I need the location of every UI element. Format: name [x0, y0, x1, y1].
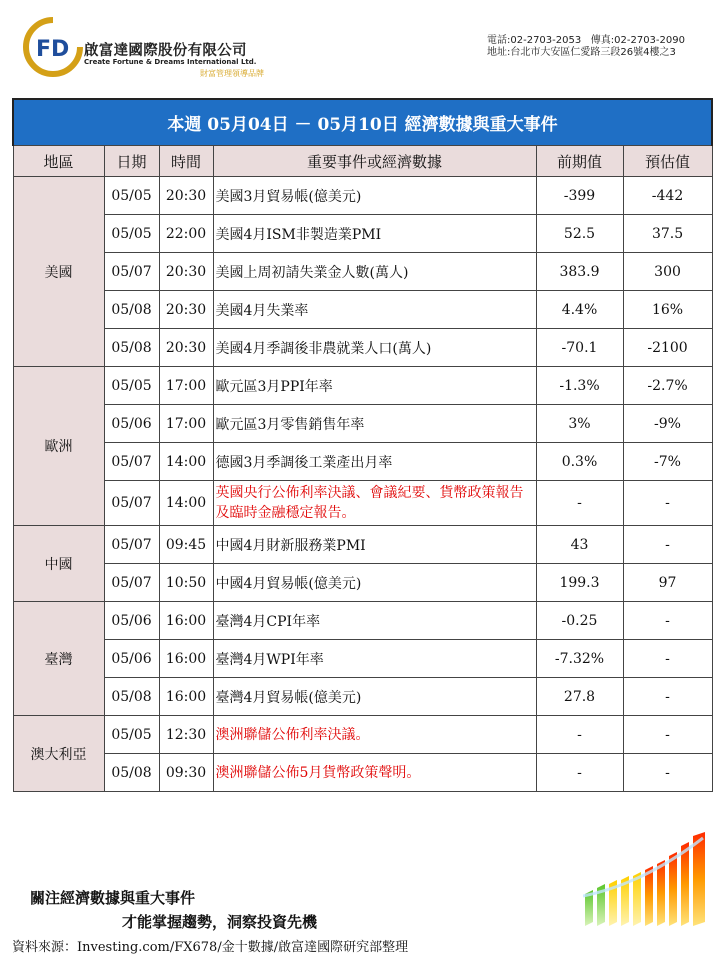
event-cell: 歐元區3月PPI年率	[213, 367, 536, 405]
event-cell-alert: 澳洲聯儲公佈利率決議。	[213, 716, 536, 754]
date-cell: 05/05	[104, 215, 159, 253]
footer-slogan-line1: 關注經濟數據與重大事件	[30, 889, 196, 907]
event-cell: 美國3月貿易帳(億美元)	[213, 177, 536, 215]
date-cell: 05/07	[104, 526, 159, 564]
date-cell: 05/07	[104, 481, 159, 526]
company-logo	[22, 16, 292, 82]
previous-cell: 43	[536, 526, 623, 564]
table-row	[13, 329, 712, 367]
date-cell: 05/06	[104, 405, 159, 443]
company-name-cn: 啟富達國際股份有限公司	[84, 43, 247, 59]
previous-cell: 3%	[536, 405, 623, 443]
date-cell: 05/08	[104, 329, 159, 367]
col-previous: 前期值	[536, 146, 623, 177]
table-row	[13, 754, 712, 792]
event-cell: 臺灣4月WPI年率	[213, 640, 536, 678]
table-row	[13, 215, 712, 253]
forecast-cell: 300	[623, 253, 712, 291]
event-cell: 中國4月貿易帳(億美元)	[213, 564, 536, 602]
forecast-cell: 97	[623, 564, 712, 602]
forecast-cell: -	[623, 640, 712, 678]
date-cell: 05/08	[104, 678, 159, 716]
table-row	[13, 291, 712, 329]
previous-cell: 27.8	[536, 678, 623, 716]
previous-cell: -1.3%	[536, 367, 623, 405]
table-row	[13, 481, 712, 526]
forecast-cell: -9%	[623, 405, 712, 443]
time-cell: 10:50	[159, 564, 213, 602]
table-row	[13, 602, 712, 640]
table-row	[13, 640, 712, 678]
rising-bar-chart-icon	[583, 832, 713, 932]
previous-cell: -	[536, 716, 623, 754]
fd-logo-icon	[22, 16, 84, 78]
col-event: 重要事件或經濟數據	[213, 146, 536, 177]
col-time: 時間	[159, 146, 213, 177]
previous-cell: -7.32%	[536, 640, 623, 678]
time-cell: 12:30	[159, 716, 213, 754]
date-cell: 05/05	[104, 716, 159, 754]
time-cell: 14:00	[159, 481, 213, 526]
table-row	[13, 678, 712, 716]
fax: 傳真:02-2703-2090	[590, 35, 685, 46]
event-cell: 臺灣4月CPI年率	[213, 602, 536, 640]
data-source: 資料來源：Investing.com/FX678/金十數據/啟富達國際研究部整理	[12, 940, 409, 955]
forecast-cell: -7%	[623, 443, 712, 481]
event-cell: 美國上周初請失業金人數(萬人)	[213, 253, 536, 291]
previous-cell: -	[536, 481, 623, 526]
previous-cell: -399	[536, 177, 623, 215]
event-cell: 美國4月季調後非農就業人口(萬人)	[213, 329, 536, 367]
forecast-cell: 37.5	[623, 215, 712, 253]
date-cell: 05/05	[104, 367, 159, 405]
previous-cell: -0.25	[536, 602, 623, 640]
col-region: 地區	[13, 146, 104, 177]
table-row	[13, 443, 712, 481]
table-row	[13, 526, 712, 564]
phone: 電話:02-2703-2053	[487, 35, 582, 46]
time-cell: 16:00	[159, 678, 213, 716]
previous-cell: 0.3%	[536, 443, 623, 481]
time-cell: 17:00	[159, 367, 213, 405]
time-cell: 20:30	[159, 329, 213, 367]
time-cell: 09:30	[159, 754, 213, 792]
date-cell: 05/07	[104, 443, 159, 481]
region-cell: 歐洲	[13, 367, 104, 526]
forecast-cell: -442	[623, 177, 712, 215]
date-cell: 05/06	[104, 602, 159, 640]
forecast-cell: -	[623, 481, 712, 526]
previous-cell: -	[536, 754, 623, 792]
region-cell: 澳大利亞	[13, 716, 104, 792]
svg-text:D: D	[51, 37, 70, 62]
event-cell: 德國3月季調後工業產出月率	[213, 443, 536, 481]
forecast-cell: -2100	[623, 329, 712, 367]
time-cell: 14:00	[159, 443, 213, 481]
forecast-cell: -	[623, 602, 712, 640]
table-row	[13, 716, 712, 754]
table-title: 本週 05月04日 － 05月10日 經濟數據與重大事件	[13, 99, 712, 146]
previous-cell: 199.3	[536, 564, 623, 602]
time-cell: 16:00	[159, 602, 213, 640]
time-cell: 20:30	[159, 291, 213, 329]
time-cell: 09:45	[159, 526, 213, 564]
forecast-cell: -2.7%	[623, 367, 712, 405]
date-cell: 05/07	[104, 253, 159, 291]
company-slogan: 財富管理領導品牌	[200, 69, 264, 78]
region-cell: 中國	[13, 526, 104, 602]
time-cell: 16:00	[159, 640, 213, 678]
previous-cell: 52.5	[536, 215, 623, 253]
time-cell: 20:30	[159, 253, 213, 291]
time-cell: 22:00	[159, 215, 213, 253]
contact-info	[487, 35, 685, 59]
forecast-cell: -	[623, 754, 712, 792]
region-cell: 臺灣	[13, 602, 104, 716]
event-cell: 臺灣4月貿易帳(億美元)	[213, 678, 536, 716]
economic-calendar-table	[12, 98, 713, 792]
date-cell: 05/05	[104, 177, 159, 215]
time-cell: 17:00	[159, 405, 213, 443]
event-cell: 美國4月ISM非製造業PMI	[213, 215, 536, 253]
forecast-cell: 16%	[623, 291, 712, 329]
forecast-cell: -	[623, 678, 712, 716]
col-forecast: 預估值	[623, 146, 712, 177]
previous-cell: -70.1	[536, 329, 623, 367]
time-cell: 20:30	[159, 177, 213, 215]
event-cell: 中國4月財新服務業PMI	[213, 526, 536, 564]
table-row	[13, 253, 712, 291]
previous-cell: 4.4%	[536, 291, 623, 329]
forecast-cell: -	[623, 526, 712, 564]
previous-cell: 383.9	[536, 253, 623, 291]
event-cell-alert: 英國央行公佈利率決議、會議紀要、貨幣政策報告及臨時金融穩定報告。	[213, 481, 536, 526]
table-row	[13, 177, 712, 215]
col-date: 日期	[104, 146, 159, 177]
table-row	[13, 367, 712, 405]
address: 地址:台北市大安區仁愛路三段26號4樓之3	[487, 47, 676, 58]
date-cell: 05/08	[104, 754, 159, 792]
date-cell: 05/07	[104, 564, 159, 602]
region-cell: 美國	[13, 177, 104, 367]
table-row	[13, 405, 712, 443]
date-cell: 05/08	[104, 291, 159, 329]
forecast-cell: -	[623, 716, 712, 754]
event-cell: 美國4月失業率	[213, 291, 536, 329]
table-row	[13, 564, 712, 602]
date-cell: 05/06	[104, 640, 159, 678]
column-header-row	[13, 146, 712, 177]
footer-slogan-line2: 才能掌握趨勢，洞察投資先機	[122, 913, 318, 931]
svg-text:F: F	[36, 37, 52, 62]
company-name-en: Create Fortune & Dreams International Ltd.	[84, 58, 257, 66]
event-cell: 歐元區3月零售銷售年率	[213, 405, 536, 443]
event-cell-alert: 澳洲聯儲公佈5月貨幣政策聲明。	[213, 754, 536, 792]
